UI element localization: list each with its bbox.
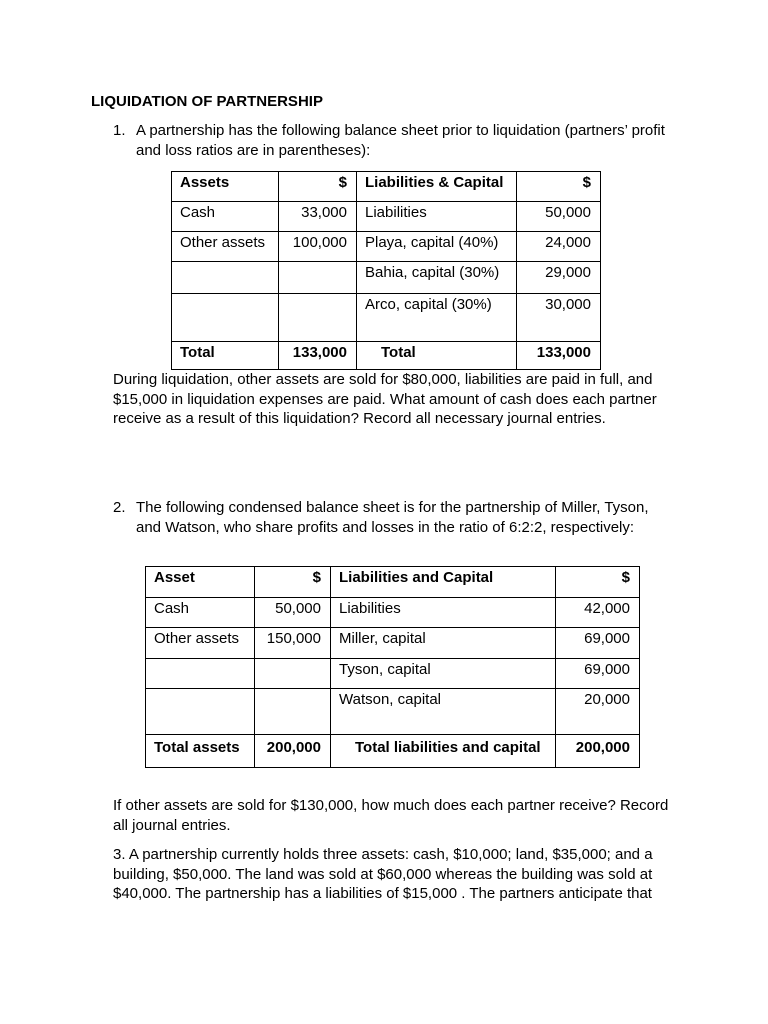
table-row xyxy=(146,628,640,659)
table-total-cell: 133,000 xyxy=(279,342,357,370)
table-cell: 50,000 xyxy=(255,598,331,628)
table-total-cell: Total assets xyxy=(146,735,255,768)
table-cell: 42,000 xyxy=(556,598,640,628)
question-1-followup-line: During liquidation, other assets are sold for $80,000, liabilities are paid in full, and xyxy=(113,371,653,388)
table-cell: Tyson, capital xyxy=(331,659,556,689)
question-3-text: A partnership currently holds three assets: cash, $10,000; land, $35,000; and a xyxy=(128,846,653,863)
question-1-followup xyxy=(113,370,657,429)
table-row xyxy=(172,294,601,342)
table-total-cell: Total xyxy=(357,342,517,370)
table-cell: 50,000 xyxy=(517,202,601,232)
table-header-row xyxy=(172,172,601,202)
table-cell: 69,000 xyxy=(556,659,640,689)
table-cell: Liabilities xyxy=(331,598,556,628)
question-1-number: 1. xyxy=(113,122,126,139)
table-cell: 33,000 xyxy=(279,202,357,232)
table-header-cell: Asset xyxy=(146,567,255,598)
question-3-line xyxy=(113,845,653,865)
table-header-cell: $ xyxy=(255,567,331,598)
question-2-number: 2. xyxy=(113,499,126,516)
table-total-cell: 133,000 xyxy=(517,342,601,370)
table-total-row xyxy=(172,342,601,370)
question-2-followup-line: all journal entries. xyxy=(113,816,231,834)
balance-sheet-table-2 xyxy=(145,566,640,768)
table-cell xyxy=(255,659,331,689)
table-header-cell: $ xyxy=(279,172,357,202)
table-cell: Liabilities xyxy=(357,202,517,232)
table-cell: Other assets xyxy=(172,232,279,262)
table-total-cell: 200,000 xyxy=(556,735,640,768)
table-row xyxy=(172,262,601,294)
question-1-intro xyxy=(113,121,665,160)
question-2-followup xyxy=(113,796,668,835)
table-header-cell: $ xyxy=(517,172,601,202)
question-1-intro-line: A partnership has the following balance sheet prior to liquidation (partners’ profit xyxy=(136,122,665,139)
table-cell: 150,000 xyxy=(255,628,331,659)
question-3-line: building, $50,000. The land was sold at $60,000 whereas the building was sold at xyxy=(113,865,653,883)
table-header-cell: Liabilities & Capital xyxy=(357,172,517,202)
balance-sheet-table-1 xyxy=(171,171,601,370)
table-cell: 100,000 xyxy=(279,232,357,262)
table-cell xyxy=(146,659,255,689)
table-row xyxy=(146,598,640,628)
table-cell: Cash xyxy=(172,202,279,232)
table-total-cell: Total xyxy=(172,342,279,370)
table-cell xyxy=(172,294,279,342)
question-2-intro-line: The following condensed balance sheet is for the partnership of Miller, Tyson, xyxy=(136,499,649,516)
question-2-followup-line: If other assets are sold for $130,000, how much does each partner receive? Record xyxy=(113,797,669,814)
question-3-number: 3. xyxy=(113,846,126,863)
table-header-cell: $ xyxy=(556,567,640,598)
table-cell xyxy=(279,262,357,294)
table-cell xyxy=(255,689,331,735)
table-total-cell: Total liabilities and capital xyxy=(331,735,556,768)
question-1-intro-line: and loss ratios are in parentheses): xyxy=(136,141,371,159)
table-cell: Miller, capital xyxy=(331,628,556,659)
table-cell xyxy=(146,689,255,735)
table-header-cell: Assets xyxy=(172,172,279,202)
table-cell: 30,000 xyxy=(517,294,601,342)
question-1-followup-line: $15,000 in liquidation expenses are paid. What amount of cash does each partner xyxy=(113,390,657,408)
table-cell: 29,000 xyxy=(517,262,601,294)
table-cell: Playa, capital (40%) xyxy=(357,232,517,262)
table-cell xyxy=(172,262,279,294)
table-cell: Arco, capital (30%) xyxy=(357,294,517,342)
question-1-followup-line: receive as a result of this liquidation? Record all necessary journal entries. xyxy=(113,410,606,427)
table-cell: Cash xyxy=(146,598,255,628)
table-cell xyxy=(279,294,357,342)
page-title: LIQUIDATION OF PARTNERSHIP xyxy=(91,93,323,110)
table-row xyxy=(146,689,640,735)
table-cell: 69,000 xyxy=(556,628,640,659)
table-row xyxy=(172,202,601,232)
table-header-cell: Liabilities and Capital xyxy=(331,567,556,598)
question-3-line: $40,000. The partnership has a liabilities of $15,000 . The partners anticipate that xyxy=(113,885,652,902)
table-total-row xyxy=(146,735,640,768)
table-cell: 20,000 xyxy=(556,689,640,735)
table-cell: Bahia, capital (30%) xyxy=(357,262,517,294)
table-header-row xyxy=(146,567,640,598)
table-total-cell: 200,000 xyxy=(255,735,331,768)
table-row xyxy=(146,659,640,689)
table-cell: 24,000 xyxy=(517,232,601,262)
question-3 xyxy=(113,845,653,904)
question-2-intro-line: and Watson, who share profits and losses in the ratio of 6:2:2, respectively: xyxy=(136,518,635,536)
question-2-intro xyxy=(113,498,649,537)
table-cell: Other assets xyxy=(146,628,255,659)
table-cell: Watson, capital xyxy=(331,689,556,735)
table-row xyxy=(172,232,601,262)
